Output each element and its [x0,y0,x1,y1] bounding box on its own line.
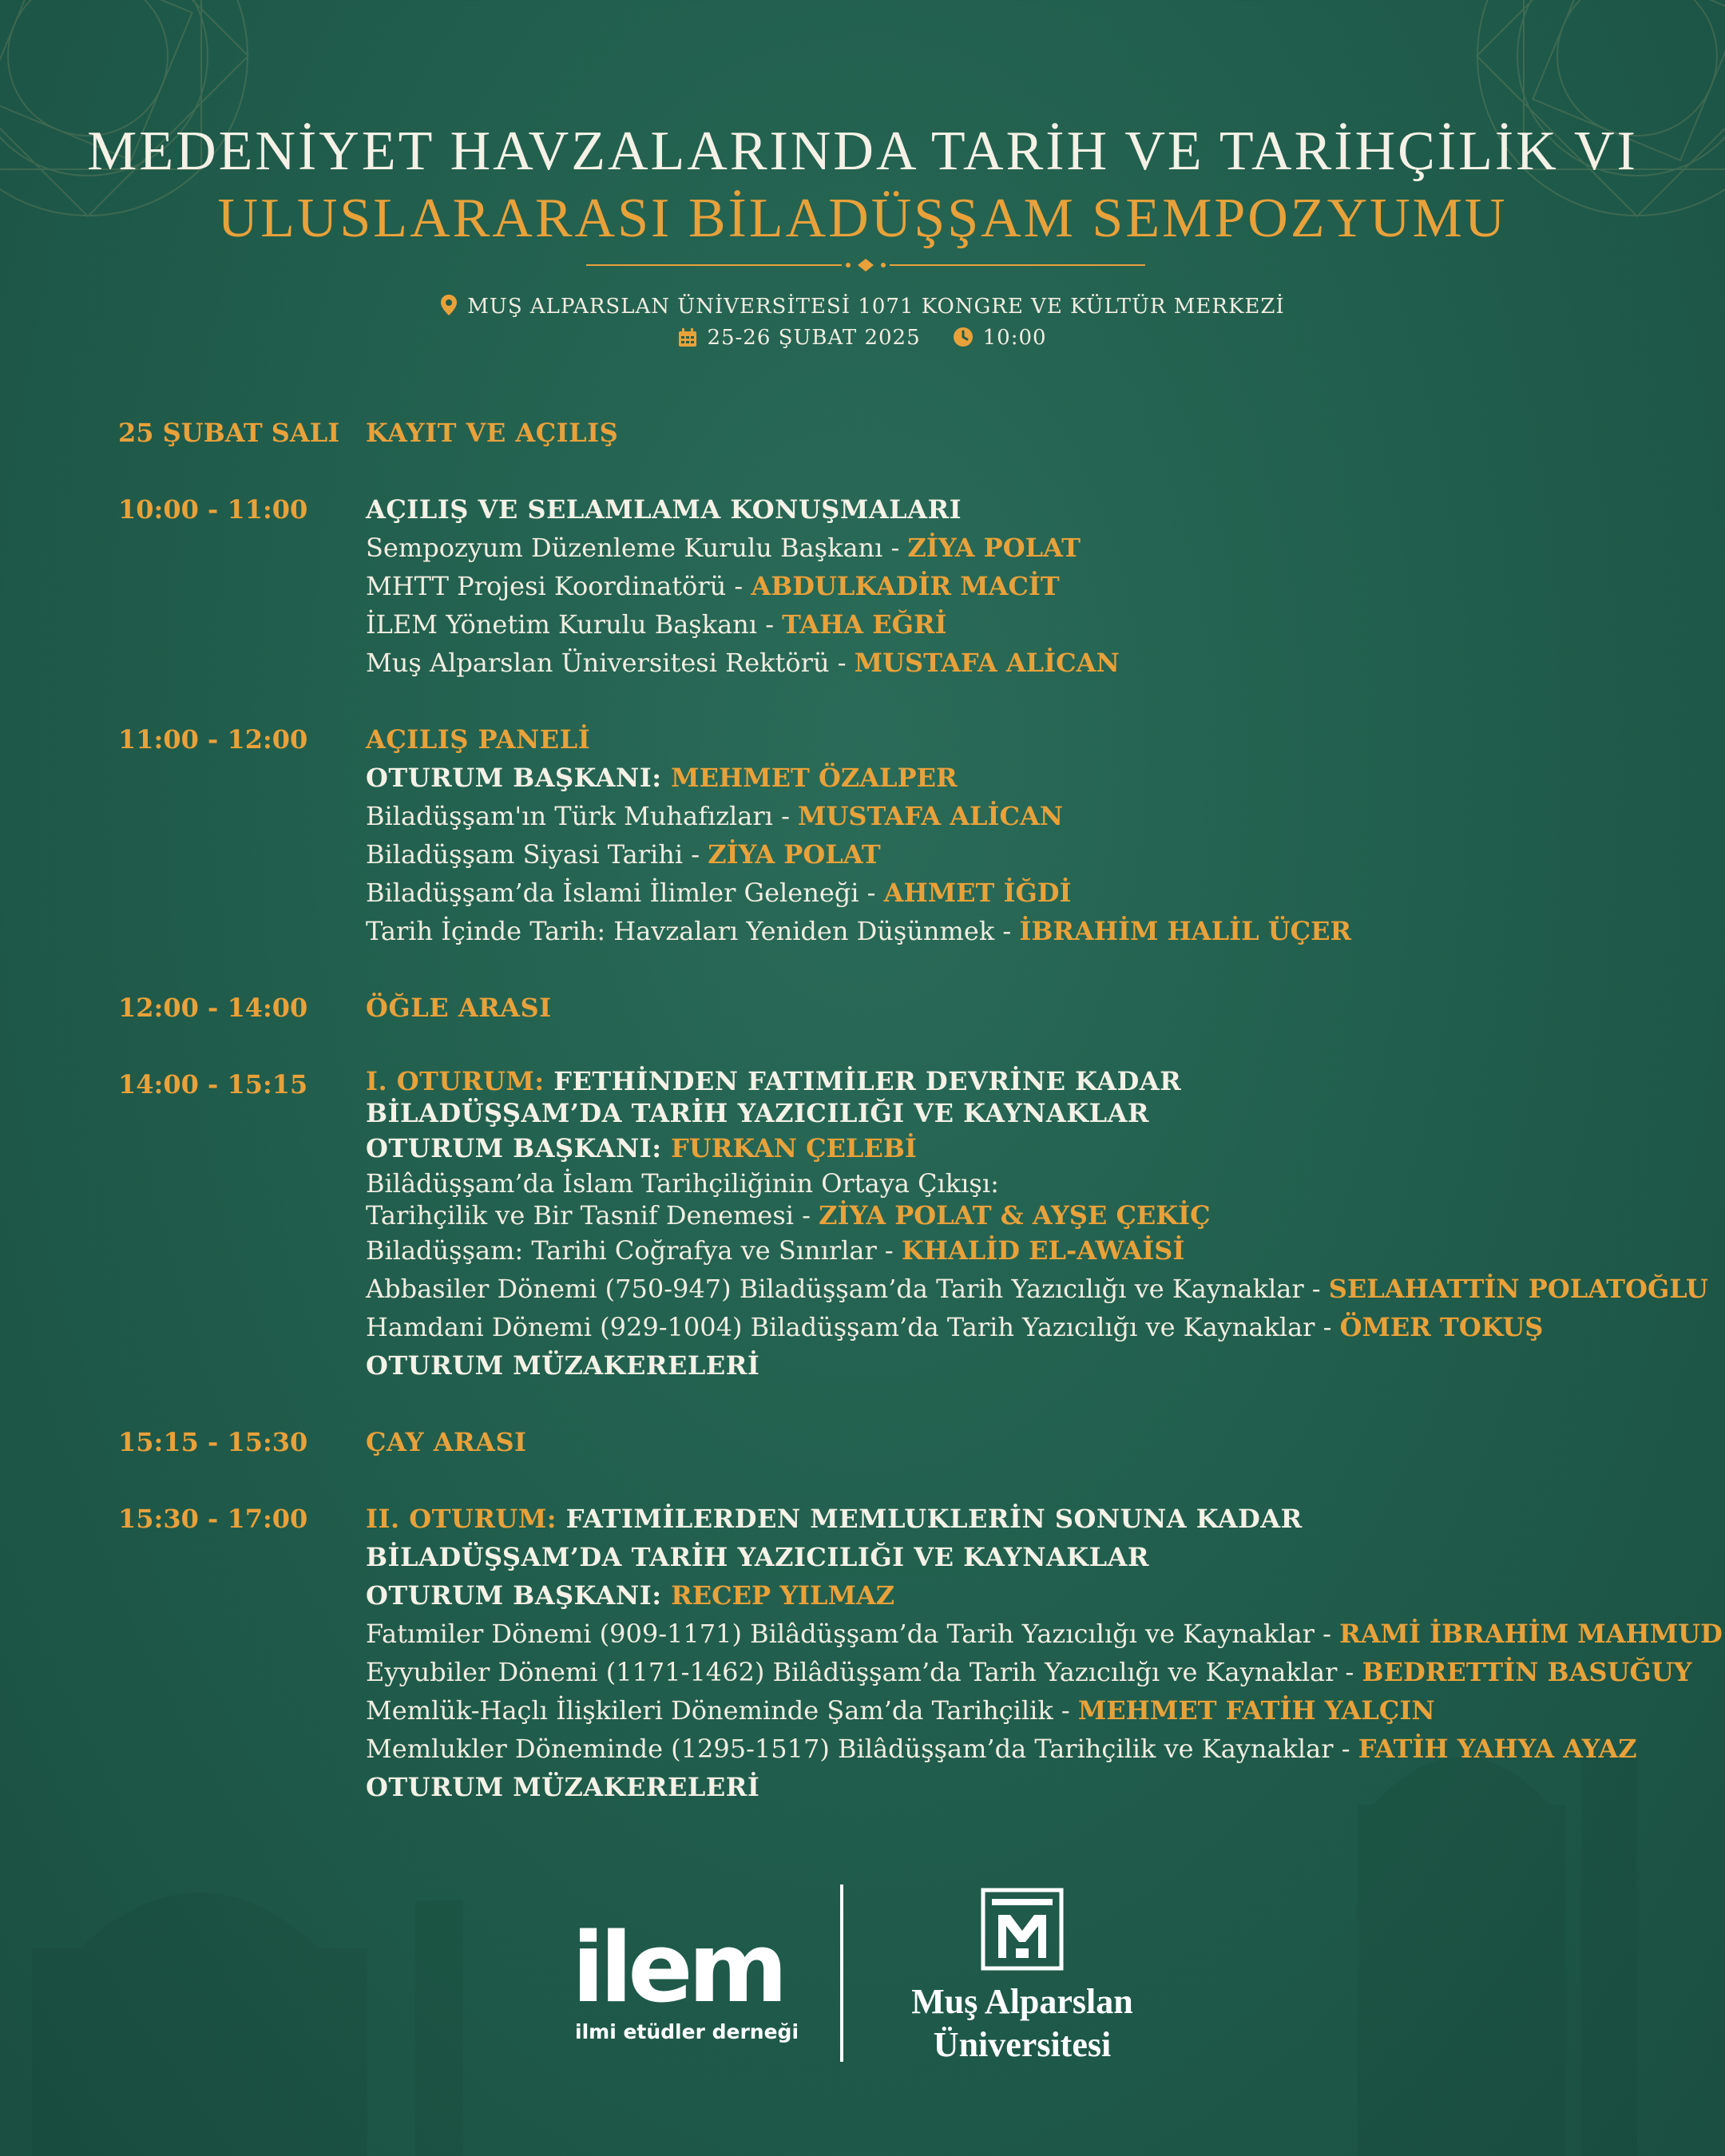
session-line [366,1653,1723,1691]
ilem-logo [572,1913,799,2043]
speaker-name: RECEP YILMAZ [671,1580,895,1611]
session-time: 12:00 - 14:00 [118,993,308,1023]
speaker-name: MUSTAFA ALİCAN [854,648,1120,678]
talk-title: Abbasiler Dönemi (750-947) Biladüşşam’da Tarih Yazıcılığı ve Kaynaklar - [366,1274,1329,1304]
session-line [366,1231,1708,1270]
speaker-name: ZİYA POLAT [907,533,1081,563]
session-content [366,1065,1708,1385]
program-session [118,1065,1708,1385]
session-line [366,1129,1708,1167]
talk-title: İLEM Yönetim Kurulu Başkanı - [366,609,783,640]
session-line [366,1097,1708,1129]
session-time: 25 ŞUBAT SALI [118,418,340,448]
program-session [118,720,1683,950]
speaker-name: BEDRETTİN BASUĞUY [1362,1657,1692,1687]
speaker-name: MEHMET FATİH YALÇIN [1077,1695,1435,1726]
session-heading: OTURUM BAŞKANI: [366,1580,672,1611]
speaker-name: ABDULKADİR MACİT [751,571,1060,601]
talk-title: Memlük-Haçlı İlişkileri Döneminde Şam’da Tarihçilik - [366,1695,1078,1726]
session-time: 11:00 - 12:00 [118,724,308,755]
program-session [118,1423,1683,1461]
speaker-name: RAMİ İBRAHİM MAHMUD [1339,1619,1723,1649]
talk-title: Biladüşşam Siyasi Tarihi - [366,839,708,870]
university-emblem-icon [981,1888,1064,1971]
session-heading: AÇILIŞ VE SELAMLAMA KONUŞMALARI [366,494,962,525]
university-name-line2: Üniversitesi [933,2025,1112,2064]
session-line [366,874,1683,912]
program-schedule [118,414,1723,1845]
title-divider [586,257,1145,273]
talk-title: Memlukler Döneminde (1295-1517) Bilâdüşşam’da Tarihçilik ve Kaynaklar - [366,1734,1358,1764]
session-line [366,720,1683,759]
session-heading: OTURUM BAŞKANI: [366,763,672,793]
session-line [366,1167,1708,1199]
speaker-name: TAHA EĞRİ [782,609,947,640]
session-line [366,490,1683,529]
session-heading-accent: KAYIT VE AÇILIŞ [366,418,619,448]
talk-title: Biladüşşam’da İslami İlimler Geleneği - [366,878,884,908]
talk-title: Fatımiler Dönemi (909-1171) Bilâdüşşam’da Tarih Yazıcılığı ve Kaynaklar - [366,1619,1340,1649]
speaker-name: SELAHATTİN POLATOĞLU [1328,1274,1708,1304]
session-line [366,835,1683,874]
speaker-name: FURKAN ÇELEBİ [671,1133,917,1163]
session-content [366,414,1683,452]
session-time: 15:15 - 15:30 [118,1427,308,1457]
program-session [118,414,1683,452]
session-time: 14:00 - 15:15 [118,1069,308,1100]
footer-logos [0,1885,1725,2068]
talk-title: Bilâdüşşam’da İslam Tarihçiliğinin Ortaya Çıkışı: [366,1168,999,1199]
speaker-name: AHMET İĞDİ [883,878,1072,908]
location-pin-icon [440,294,458,316]
event-title: MEDENİYET HAVZALARINDA TARİH VE TARİHÇİLİK VI [87,121,1638,182]
time-text: 10:00 [982,326,1047,350]
calendar-icon [678,328,697,347]
talk-title: MHTT Projesi Koordinatörü - [366,571,751,601]
speaker-name: FATİH YAHYA AYAZ [1358,1734,1637,1764]
session-line [366,1270,1708,1308]
talk-title: Tarih İçinde Tarih: Havzaları Yeniden Düşünmek - [366,916,1020,946]
session-line [366,1691,1723,1730]
session-line [366,1730,1723,1768]
session-content [366,1423,1683,1461]
talk-title: Sempozyum Düzenleme Kurulu Başkanı - [366,533,908,563]
session-line [366,1346,1708,1385]
session-heading: OTURUM MÜZAKERELERİ [366,1772,760,1802]
session-heading-accent: AÇILIŞ PANELİ [366,724,591,755]
talk-title: Muş Alparslan Üniversitesi Rektörü - [366,648,855,678]
ilem-logo-word: ilem [572,1913,783,2024]
session-heading: OTURUM BAŞKANI: [366,1133,672,1163]
program-session [118,490,1683,682]
session-heading-accent: II. OTURUM: [366,1504,566,1534]
talk-title: Eyyubiler Dönemi (1171-1462) Bilâdüşşam’da Tarih Yazıcılığı ve Kaynaklar - [366,1657,1362,1687]
session-heading: OTURUM MÜZAKERELERİ [366,1350,760,1381]
session-heading-accent: ÇAY ARASI [366,1427,527,1457]
session-line [366,1768,1723,1806]
session-line [366,1423,1683,1461]
session-time: 15:30 - 17:00 [118,1504,308,1534]
session-time: 10:00 - 11:00 [118,494,308,525]
session-content [366,720,1683,950]
session-content [366,989,1683,1027]
talk-title: Hamdani Dönemi (929-1004) Biladüşşam’da Tarih Yazıcılığı ve Kaynaklar - [366,1312,1340,1342]
session-content [366,490,1683,682]
session-line [366,1199,1708,1231]
session-line [366,912,1683,950]
event-subtitle: ULUSLARARASI BİLADÜŞŞAM SEMPOZYUMU [217,188,1508,249]
session-line [366,414,1683,452]
session-line [366,1538,1723,1576]
session-line [366,1576,1723,1615]
talk-title: Biladüşşam'ın Türk Muhafızları - [366,801,799,831]
event-header [0,118,1725,252]
session-line [366,644,1683,682]
university-name-line1: Muş Alparslan [911,1982,1133,2021]
logo-separator [840,1885,843,2062]
ilem-logo-subtitle: ilmi etüdler derneği [575,2020,799,2043]
session-line [366,567,1683,605]
speaker-name: ZİYA POLAT & AYŞE ÇEKİÇ [819,1200,1211,1231]
session-line [366,1500,1723,1538]
speaker-name: KHALİD EL-AWAİSİ [901,1235,1185,1266]
clock-icon [953,327,974,347]
session-heading-accent: I. OTURUM: [366,1066,554,1096]
session-line [366,1615,1723,1653]
session-line [366,989,1683,1027]
session-line [366,605,1683,644]
session-line [366,797,1683,835]
session-content [366,1500,1723,1806]
speaker-name: İBRAHİM HALİL ÜÇER [1019,916,1352,946]
talk-title: Biladüşşam: Tarihi Coğrafya ve Sınırlar - [366,1235,902,1266]
session-heading: FETHİNDEN FATIMİLER DEVRİNE KADAR [553,1066,1182,1096]
session-heading: FATIMİLERDEN MEMLUKLERİN SONUNA KADAR [565,1504,1303,1534]
speaker-name: ZİYA POLAT [708,839,881,870]
event-date-time [0,326,1725,350]
session-line [366,529,1683,567]
talk-title: Tarihçilik ve Bir Tasnif Denemesi - [366,1200,819,1231]
speaker-name: MUSTAFA ALİCAN [798,801,1064,831]
event-location [0,294,1725,319]
speaker-name: MEHMET ÖZALPER [671,763,958,793]
session-line [366,1308,1708,1346]
session-line [366,759,1683,797]
location-text: MUŞ ALPARSLAN ÜNİVERSİTESİ 1071 KONGRE VE KÜLTÜR MERKEZİ [467,295,1285,319]
university-name [886,1980,1158,2067]
session-line [366,1065,1708,1097]
date-text: 25-26 ŞUBAT 2025 [707,326,921,350]
speaker-name: ÖMER TOKUŞ [1339,1312,1544,1342]
session-heading: BİLADÜŞŞAM’DA TARİH YAZICILIĞI VE KAYNAKLAR [366,1098,1150,1128]
program-session [118,1500,1723,1806]
session-heading-accent: ÖĞLE ARASI [366,993,552,1023]
program-session [118,989,1683,1027]
session-heading: BİLADÜŞŞAM’DA TARİH YAZICILIĞI VE KAYNAKLAR [366,1542,1150,1572]
